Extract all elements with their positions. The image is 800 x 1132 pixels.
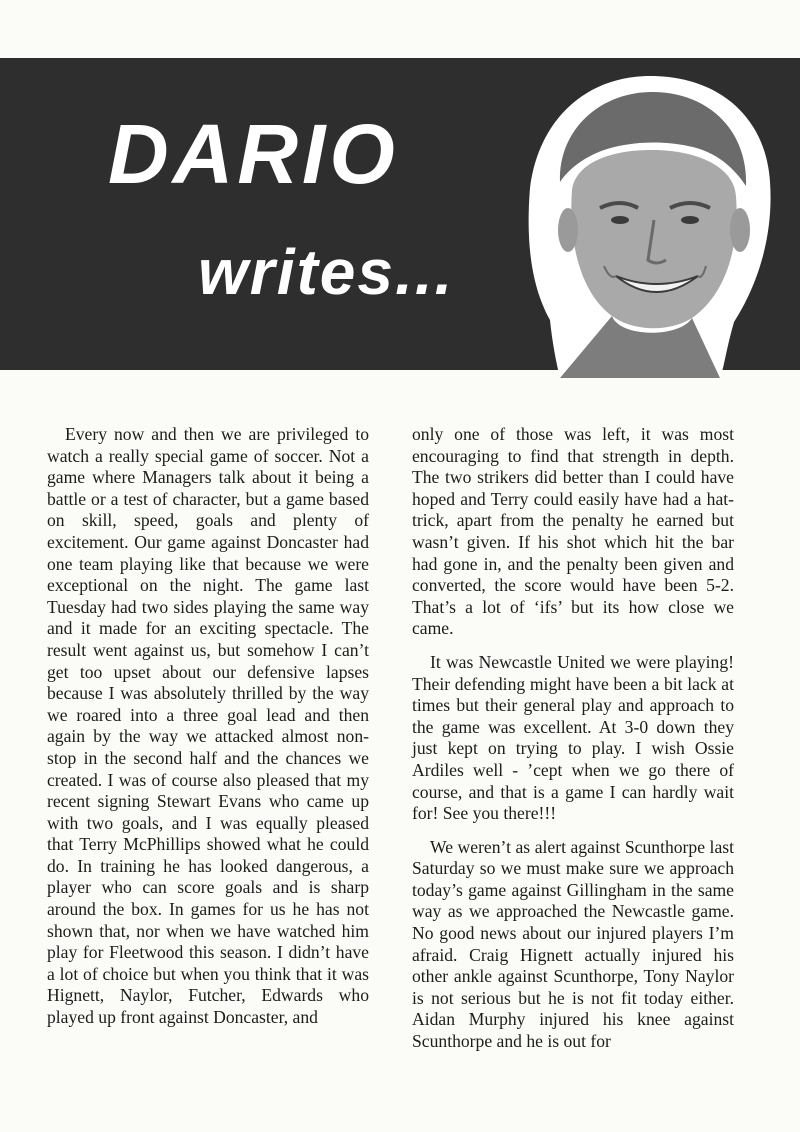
article-paragraph: only one of those was left, it was most encouraging to find that strength in depth. The two strikers did better than I could have hoped and Terry could easily have had a hat-trick, apart from the penalty he earned but wasn’t given. If his shot which hit the bar had gone in, and the penalty been given and converted, the score would have been 5-2. That’s a lot of ‘ifs’ but its how close we came. xyxy=(412,424,734,639)
article-paragraph: We weren’t as alert against Scunthorpe last Saturday so we must make sure we approach today’s game against Gillingham in the same way as we approached the Newcastle game. No good news about our injured players I’m afraid. Craig Hignett actually injured his other ankle against Scunthorpe, Tony Naylor is not serious but he is not fit today either. Aidan Murphy injured his knee against Scunthorpe and he is out for xyxy=(412,836,734,1052)
article-paragraph: Every now and then we are privileged to watch a really special game of soccer. Not a game where Managers talk about it being a battle or a test of character, but a game based on skill, speed, goals and plenty of excitement. Our game against Doncaster had one team playing like that because we were exceptional on the night. The game last Tuesday had two sides playing the same way and it made for an exciting spectacle. The result went against us, but somehow I can’t get too upset about our defensive lapses because I was absolutely thrilled by the way we roared into a three goal lead and then again by the way we attacked almost non-stop in the second half and the chances we created. I was of course also pleased that my recent signing Stewart Evans who came up with two goals, and I was equally pleased that Terry McPhillips showed what he could do. In training he has looked dangerous, a player who can score goals and is sharp around the box. In games for us he has not shown that, nor when we have watched him play for Fleetwood this season. I didn’t have a lot of choice but when you think that it was Hignett, Naylor, Futcher, Edwards who played up front against Doncaster, and xyxy=(47,424,369,1028)
manager-portrait xyxy=(520,70,780,380)
article-paragraph: It was Newcastle United we were playing! Their defending might have been a bit lack at times but their general play and approach to the game was excellent. At 3-0 down they just kept on trying to play. I wish Ossie Ardiles well - ’cept when we go there of course, and that is a game I can hardly wait for! See you there!!! xyxy=(412,651,734,824)
article-column-left xyxy=(47,424,369,1041)
page-title: DARIO xyxy=(108,107,399,201)
article-column-right xyxy=(412,424,734,1065)
page-subtitle: writes... xyxy=(198,236,455,308)
